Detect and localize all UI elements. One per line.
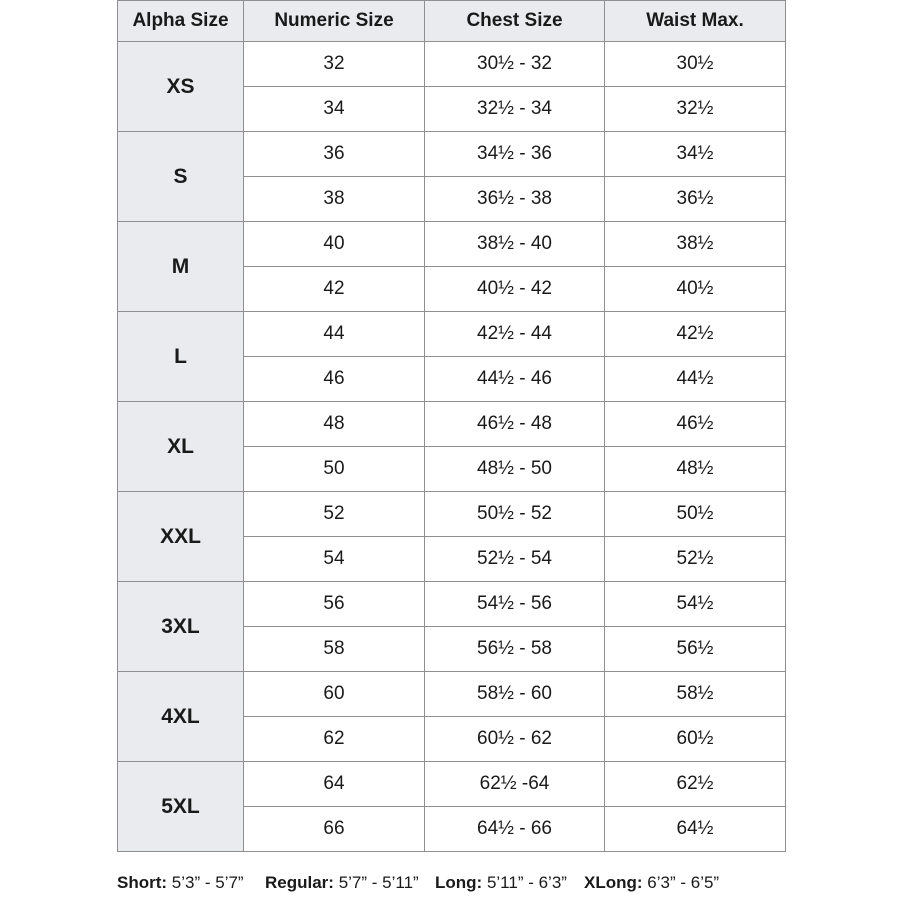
waist-max-cell: 34½ xyxy=(605,132,786,177)
waist-max-cell: 32½ xyxy=(605,87,786,132)
numeric-size-cell: 40 xyxy=(244,222,425,267)
legend-short xyxy=(117,873,244,893)
chest-size-cell: 50½ - 52 xyxy=(425,492,605,537)
numeric-size-cell: 50 xyxy=(244,447,425,492)
alpha-size-cell: 4XL xyxy=(118,672,244,762)
legend-regular xyxy=(265,873,419,893)
chest-size-cell: 38½ - 40 xyxy=(425,222,605,267)
chest-size-cell: 64½ - 66 xyxy=(425,807,605,852)
alpha-size-cell: 5XL xyxy=(118,762,244,852)
waist-max-cell: 64½ xyxy=(605,807,786,852)
waist-max-cell: 50½ xyxy=(605,492,786,537)
chest-size-cell: 30½ - 32 xyxy=(425,42,605,87)
waist-max-cell: 36½ xyxy=(605,177,786,222)
chest-size-cell: 34½ - 36 xyxy=(425,132,605,177)
waist-max-cell: 48½ xyxy=(605,447,786,492)
size-table xyxy=(117,0,786,852)
legend-long-value: 5’11” - 6’3” xyxy=(486,873,567,892)
waist-max-cell: 38½ xyxy=(605,222,786,267)
size-row xyxy=(118,672,786,717)
waist-max-cell: 46½ xyxy=(605,402,786,447)
chest-size-cell: 56½ - 58 xyxy=(425,627,605,672)
numeric-size-cell: 34 xyxy=(244,87,425,132)
numeric-size-cell: 60 xyxy=(244,672,425,717)
chest-size-cell: 48½ - 50 xyxy=(425,447,605,492)
legend-short-value: 5’3” - 5’7” xyxy=(171,873,244,892)
header-chest-size: Chest Size xyxy=(425,1,605,42)
chest-size-cell: 58½ - 60 xyxy=(425,672,605,717)
size-chart xyxy=(117,0,785,852)
length-legend xyxy=(117,873,817,901)
numeric-size-cell: 42 xyxy=(244,267,425,312)
legend-regular-label: Regular: xyxy=(265,873,334,892)
numeric-size-cell: 62 xyxy=(244,717,425,762)
chest-size-cell: 40½ - 42 xyxy=(425,267,605,312)
size-row xyxy=(118,42,786,87)
chest-size-cell: 42½ - 44 xyxy=(425,312,605,357)
chest-size-cell: 60½ - 62 xyxy=(425,717,605,762)
waist-max-cell: 52½ xyxy=(605,537,786,582)
header-numeric-size: Numeric Size xyxy=(244,1,425,42)
numeric-size-cell: 52 xyxy=(244,492,425,537)
legend-xlong-label: XLong: xyxy=(584,873,643,892)
header-alpha-size: Alpha Size xyxy=(118,1,244,42)
waist-max-cell: 42½ xyxy=(605,312,786,357)
alpha-size-cell: XXL xyxy=(118,492,244,582)
numeric-size-cell: 66 xyxy=(244,807,425,852)
numeric-size-cell: 54 xyxy=(244,537,425,582)
size-row xyxy=(118,312,786,357)
numeric-size-cell: 38 xyxy=(244,177,425,222)
alpha-size-cell: M xyxy=(118,222,244,312)
waist-max-cell: 40½ xyxy=(605,267,786,312)
numeric-size-cell: 58 xyxy=(244,627,425,672)
chest-size-cell: 62½ -64 xyxy=(425,762,605,807)
chest-size-cell: 36½ - 38 xyxy=(425,177,605,222)
numeric-size-cell: 32 xyxy=(244,42,425,87)
waist-max-cell: 44½ xyxy=(605,357,786,402)
chest-size-cell: 52½ - 54 xyxy=(425,537,605,582)
legend-short-label: Short: xyxy=(117,873,168,892)
size-table-body xyxy=(118,42,786,852)
waist-max-cell: 54½ xyxy=(605,582,786,627)
chest-size-cell: 46½ - 48 xyxy=(425,402,605,447)
chest-size-cell: 32½ - 34 xyxy=(425,87,605,132)
size-row xyxy=(118,132,786,177)
header-row xyxy=(118,1,786,42)
alpha-size-cell: 3XL xyxy=(118,582,244,672)
size-row xyxy=(118,222,786,267)
numeric-size-cell: 46 xyxy=(244,357,425,402)
waist-max-cell: 62½ xyxy=(605,762,786,807)
legend-xlong-value: 6’3” - 6’5” xyxy=(647,873,720,892)
legend-xlong xyxy=(584,873,719,893)
size-row xyxy=(118,762,786,807)
alpha-size-cell: L xyxy=(118,312,244,402)
numeric-size-cell: 36 xyxy=(244,132,425,177)
waist-max-cell: 58½ xyxy=(605,672,786,717)
chest-size-cell: 54½ - 56 xyxy=(425,582,605,627)
numeric-size-cell: 64 xyxy=(244,762,425,807)
alpha-size-cell: XL xyxy=(118,402,244,492)
size-row xyxy=(118,582,786,627)
legend-long-label: Long: xyxy=(435,873,483,892)
waist-max-cell: 56½ xyxy=(605,627,786,672)
waist-max-cell: 30½ xyxy=(605,42,786,87)
legend-long xyxy=(435,873,567,893)
waist-max-cell: 60½ xyxy=(605,717,786,762)
numeric-size-cell: 56 xyxy=(244,582,425,627)
size-row xyxy=(118,492,786,537)
numeric-size-cell: 48 xyxy=(244,402,425,447)
alpha-size-cell: XS xyxy=(118,42,244,132)
chest-size-cell: 44½ - 46 xyxy=(425,357,605,402)
legend-regular-value: 5’7” - 5’11” xyxy=(338,873,419,892)
numeric-size-cell: 44 xyxy=(244,312,425,357)
size-row xyxy=(118,402,786,447)
alpha-size-cell: S xyxy=(118,132,244,222)
header-waist-max: Waist Max. xyxy=(605,1,786,42)
